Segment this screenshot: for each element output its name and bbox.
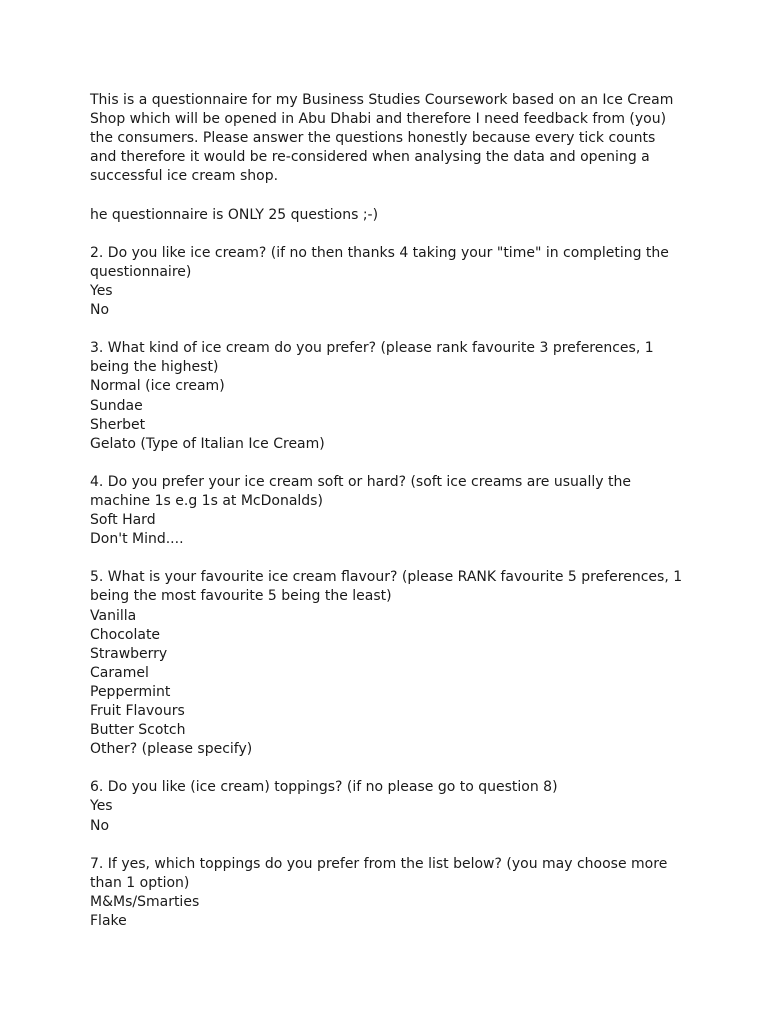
option-yes: Yes xyxy=(90,798,113,815)
note-line: he questionnaire is ONLY 25 questions ;-) xyxy=(90,206,379,223)
question-4 xyxy=(90,473,690,549)
option-strawberry: Strawberry xyxy=(90,645,168,662)
question-text: 3. What kind of ice cream do you prefer? (please rank favourite 3 preferences, 1 xyxy=(90,340,654,357)
option-butter-scotch: Butter Scotch xyxy=(90,722,186,739)
intro-line: the consumers. Please answer the questions honestly because every tick counts xyxy=(90,130,656,147)
option-vanilla: Vanilla xyxy=(90,607,137,624)
intro-line: successful ice cream shop. xyxy=(90,168,279,185)
question-2 xyxy=(90,244,690,320)
option-soft-hard: Soft Hard xyxy=(90,512,156,529)
question-text: being the highest) xyxy=(90,359,219,376)
intro-line: This is a questionnaire for my Business Studies Coursework based on an Ice Cream xyxy=(90,92,674,108)
question-text: 4. Do you prefer your ice cream soft or hard? (soft ice creams are usually the xyxy=(90,473,631,490)
option-yes: Yes xyxy=(90,282,113,299)
option-sundae: Sundae xyxy=(90,397,143,414)
option-fruit-flavours: Fruit Flavours xyxy=(90,703,185,719)
question-text: machine 1s e.g 1s at McDonalds) xyxy=(90,492,323,509)
question-text: 2. Do you like ice cream? (if no then thanks 4 taking your "time" in completing the xyxy=(90,244,669,261)
question-text: 7. If yes, which toppings do you prefer from the list below? (you may choose more xyxy=(90,855,668,872)
question-6 xyxy=(90,778,690,835)
question-text: being the most favourite 5 being the least) xyxy=(90,588,392,605)
question-text: than 1 option) xyxy=(90,874,190,891)
option-no: No xyxy=(90,302,110,319)
question-text: 5. What is your favourite ice cream flavour? (please RANK favourite 5 preferences, 1 xyxy=(90,569,683,586)
intro-line: Shop which will be opened in Abu Dhabi and therefore I need feedback from (you) xyxy=(90,111,667,128)
question-text: 6. Do you like (ice cream) toppings? (if no please go to question 8) xyxy=(90,779,558,796)
option-normal: Normal (ice cream) xyxy=(90,378,225,395)
option-caramel: Caramel xyxy=(90,664,149,681)
intro-line: and therefore it would be re-considered when analysing the data and opening a xyxy=(90,149,650,166)
option-flake: Flake xyxy=(90,913,127,930)
option-peppermint: Peppermint xyxy=(90,683,171,700)
option-other: Other? (please specify) xyxy=(90,741,253,758)
option-mms-smarties: M&Ms/Smarties xyxy=(90,893,200,910)
option-gelato: Gelato (Type of Italian Ice Cream) xyxy=(90,435,325,452)
option-sherbet: Sherbet xyxy=(90,416,146,433)
questionnaire-note xyxy=(90,206,690,225)
option-dont-mind: Don't Mind.... xyxy=(90,531,184,548)
question-text: questionnaire) xyxy=(90,263,192,280)
document-page xyxy=(90,91,690,950)
question-5 xyxy=(90,568,690,759)
question-7 xyxy=(90,855,690,931)
intro-paragraph xyxy=(90,91,690,186)
option-no: No xyxy=(90,817,110,834)
option-chocolate: Chocolate xyxy=(90,626,161,643)
question-3 xyxy=(90,339,690,454)
